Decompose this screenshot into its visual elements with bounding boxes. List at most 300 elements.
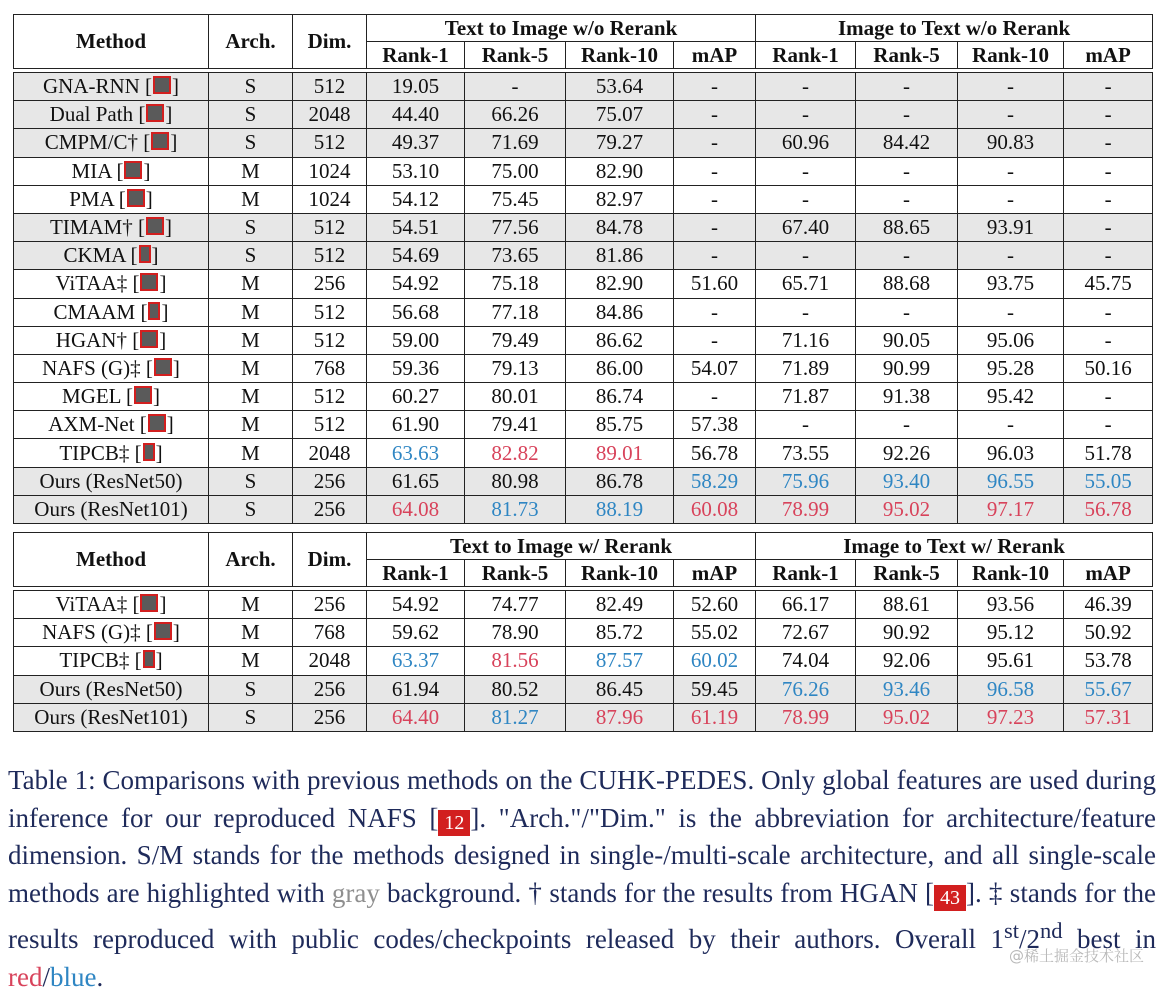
- metric-cell: -: [1064, 101, 1153, 129]
- metric-header: Rank-1: [756, 560, 856, 587]
- arch-cell: S: [209, 73, 293, 101]
- table-row: [14, 703, 1153, 731]
- citation-link[interactable]: [154, 358, 172, 376]
- metric-cell: 95.61: [958, 647, 1064, 675]
- metric-cell: 81.27: [465, 703, 566, 731]
- metric-cell: 54.92: [367, 591, 465, 619]
- method-cell: CMPM/C† [ ]: [14, 129, 209, 157]
- table-body: [14, 69, 1153, 524]
- method-name: CMAAM [: [53, 299, 148, 324]
- caption-sup: nd: [1040, 918, 1063, 943]
- table-row: [14, 101, 1153, 129]
- dim-cell: 512: [293, 411, 367, 439]
- arch-cell: M: [209, 591, 293, 619]
- arch-cell: M: [209, 411, 293, 439]
- table-row: [14, 73, 1153, 101]
- metric-cell: 59.00: [367, 326, 465, 354]
- dim-cell: 256: [293, 703, 367, 731]
- metric-cell: 75.00: [465, 157, 566, 185]
- method-cell: TIMAM† [ ]: [14, 213, 209, 241]
- metric-cell: 79.41: [465, 411, 566, 439]
- metric-cell: 61.65: [367, 467, 465, 495]
- metric-cell: 90.05: [856, 326, 958, 354]
- dim-cell: 512: [293, 326, 367, 354]
- table-row: [14, 411, 1153, 439]
- metric-cell: 74.04: [756, 647, 856, 675]
- metric-cell: -: [958, 242, 1064, 270]
- metric-cell: 45.75: [1064, 270, 1153, 298]
- metric-cell: 85.72: [566, 619, 674, 647]
- arch-cell: S: [209, 213, 293, 241]
- citation-link[interactable]: [140, 330, 158, 348]
- metric-header: mAP: [674, 42, 756, 69]
- group-t2i: Text to Image w/o Rerank: [367, 15, 756, 42]
- dim-cell: 768: [293, 354, 367, 382]
- col-method: Method: [14, 15, 209, 69]
- metric-cell: 92.06: [856, 647, 958, 675]
- metric-cell: -: [756, 298, 856, 326]
- citation-link[interactable]: [148, 302, 160, 320]
- metric-cell: -: [674, 185, 756, 213]
- method-cell: GNA-RNN [ ]: [14, 73, 209, 101]
- arch-cell: M: [209, 619, 293, 647]
- metric-cell: -: [1064, 157, 1153, 185]
- metric-cell: 63.63: [367, 439, 465, 467]
- method-name: GNA-RNN [: [42, 74, 153, 99]
- dim-cell: 2048: [293, 101, 367, 129]
- metric-cell: 82.97: [566, 185, 674, 213]
- table-row: [14, 185, 1153, 213]
- metric-cell: 71.16: [756, 326, 856, 354]
- metric-header: Rank-10: [958, 42, 1064, 69]
- metric-cell: 84.78: [566, 213, 674, 241]
- metric-cell: -: [465, 73, 566, 101]
- method-cell: TIPCB‡ [ ]: [14, 647, 209, 675]
- method-name: ViTAA‡ [: [55, 271, 140, 296]
- metric-cell: 93.56: [958, 591, 1064, 619]
- metric-cell: 75.18: [465, 270, 566, 298]
- method-name: NAFS (G)‡ [: [42, 355, 153, 380]
- metric-cell: 81.86: [566, 242, 674, 270]
- metric-cell: 82.90: [566, 270, 674, 298]
- metric-cell: -: [856, 298, 958, 326]
- results-table-rerank: [13, 532, 1153, 732]
- caption-text: Table 1: Comparisons with previous methods on the CUHK-PEDES. Only global features are used during inference for our reproduced NAFS [: [8, 765, 1156, 833]
- table-row: [14, 298, 1153, 326]
- metric-cell: 60.96: [756, 129, 856, 157]
- metric-cell: -: [756, 73, 856, 101]
- method-cell: CMAAM [ ]: [14, 298, 209, 326]
- metric-cell: 78.99: [756, 495, 856, 523]
- metric-cell: -: [856, 411, 958, 439]
- col-method: Method: [14, 533, 209, 587]
- metric-cell: 90.83: [958, 129, 1064, 157]
- metric-cell: 66.26: [465, 101, 566, 129]
- table-row: [14, 383, 1153, 411]
- arch-cell: S: [209, 703, 293, 731]
- metric-cell: 95.06: [958, 326, 1064, 354]
- table-row: [14, 270, 1153, 298]
- metric-cell: 88.65: [856, 213, 958, 241]
- metric-cell: 61.90: [367, 411, 465, 439]
- dim-cell: 1024: [293, 157, 367, 185]
- method-name: MIA [: [71, 158, 124, 183]
- method-name: CMPM/C† [: [44, 130, 151, 155]
- caption-red-word: red: [8, 961, 43, 992]
- metric-cell: -: [958, 157, 1064, 185]
- method-cell: [14, 703, 209, 731]
- dim-cell: 256: [293, 591, 367, 619]
- caption-sup: st: [1003, 918, 1019, 943]
- arch-cell: M: [209, 647, 293, 675]
- metric-cell: 65.71: [756, 270, 856, 298]
- metric-cell: 97.17: [958, 495, 1064, 523]
- table-row: [14, 495, 1153, 523]
- metric-cell: 49.37: [367, 129, 465, 157]
- citation-link[interactable]: 12: [438, 810, 470, 836]
- metric-cell: -: [756, 101, 856, 129]
- dim-cell: 2048: [293, 647, 367, 675]
- metric-cell: 79.49: [465, 326, 566, 354]
- table-row: [14, 242, 1153, 270]
- citation-link[interactable]: [143, 443, 155, 461]
- metric-cell: 92.26: [856, 439, 958, 467]
- metric-cell: 95.02: [856, 495, 958, 523]
- col-arch: Arch.: [209, 15, 293, 69]
- metric-cell: 66.17: [756, 591, 856, 619]
- metric-cell: -: [674, 129, 756, 157]
- table-row: [14, 326, 1153, 354]
- citation-link[interactable]: [127, 189, 145, 207]
- metric-cell: 19.05: [367, 73, 465, 101]
- metric-cell: 60.02: [674, 647, 756, 675]
- metric-cell: 46.39: [1064, 591, 1153, 619]
- metric-cell: -: [756, 411, 856, 439]
- metric-cell: 80.98: [465, 467, 566, 495]
- metric-header: mAP: [1064, 560, 1153, 587]
- metric-cell: -: [1064, 298, 1153, 326]
- metric-cell: 57.31: [1064, 703, 1153, 731]
- metric-cell: 96.58: [958, 675, 1064, 703]
- dim-cell: 1024: [293, 185, 367, 213]
- metric-cell: 53.10: [367, 157, 465, 185]
- table-row: [14, 129, 1153, 157]
- caption-blue-word: blue: [50, 961, 97, 992]
- metric-cell: 52.60: [674, 591, 756, 619]
- metric-cell: 60.08: [674, 495, 756, 523]
- metric-cell: 63.37: [367, 647, 465, 675]
- metric-cell: -: [1064, 326, 1153, 354]
- citation-link[interactable]: [151, 132, 169, 150]
- table-row: [14, 619, 1153, 647]
- metric-cell: 81.56: [465, 647, 566, 675]
- metric-cell: 79.13: [465, 354, 566, 382]
- method-name: Ours (ResNet50): [39, 676, 183, 701]
- metric-header: Rank-5: [856, 42, 958, 69]
- dim-cell: 512: [293, 242, 367, 270]
- method-name: Ours (ResNet50): [39, 468, 183, 493]
- dim-cell: 2048: [293, 439, 367, 467]
- metric-cell: 88.61: [856, 591, 958, 619]
- metric-cell: 80.52: [465, 675, 566, 703]
- metric-cell: 81.73: [465, 495, 566, 523]
- table-row: [14, 157, 1153, 185]
- dim-cell: 512: [293, 73, 367, 101]
- metric-cell: 88.68: [856, 270, 958, 298]
- dim-cell: 512: [293, 298, 367, 326]
- metric-cell: -: [1064, 73, 1153, 101]
- metric-cell: 82.49: [566, 591, 674, 619]
- dim-cell: 512: [293, 383, 367, 411]
- citation-link[interactable]: [134, 386, 152, 404]
- metric-cell: 71.69: [465, 129, 566, 157]
- table-row: [14, 439, 1153, 467]
- dim-cell: 256: [293, 270, 367, 298]
- metric-cell: 51.78: [1064, 439, 1153, 467]
- metric-cell: 86.62: [566, 326, 674, 354]
- metric-header: Rank-10: [566, 560, 674, 587]
- metric-cell: -: [1064, 129, 1153, 157]
- metric-cell: -: [1064, 411, 1153, 439]
- arch-cell: S: [209, 467, 293, 495]
- metric-cell: 86.45: [566, 675, 674, 703]
- watermark: @稀土掘金技术社区: [1008, 947, 1144, 965]
- method-name: Ours (ResNet101): [34, 704, 188, 729]
- method-name: PMA [: [69, 186, 126, 211]
- metric-cell: 67.40: [756, 213, 856, 241]
- metric-cell: 86.00: [566, 354, 674, 382]
- method-cell: TIPCB‡ [ ]: [14, 439, 209, 467]
- metric-cell: 71.87: [756, 383, 856, 411]
- metric-cell: 58.29: [674, 467, 756, 495]
- metric-cell: -: [674, 326, 756, 354]
- metric-cell: 54.92: [367, 270, 465, 298]
- method-cell: [14, 495, 209, 523]
- metric-cell: 55.02: [674, 619, 756, 647]
- metric-cell: 78.99: [756, 703, 856, 731]
- metric-cell: 75.07: [566, 101, 674, 129]
- metric-cell: -: [1064, 213, 1153, 241]
- metric-cell: -: [856, 242, 958, 270]
- method-cell: ViTAA‡ [ ]: [14, 270, 209, 298]
- metric-cell: 56.68: [367, 298, 465, 326]
- metric-cell: 87.96: [566, 703, 674, 731]
- metric-cell: -: [958, 298, 1064, 326]
- method-cell: MGEL [ ]: [14, 383, 209, 411]
- metric-cell: 51.60: [674, 270, 756, 298]
- method-cell: ViTAA‡ [ ]: [14, 591, 209, 619]
- metric-cell: 82.90: [566, 157, 674, 185]
- metric-cell: 84.42: [856, 129, 958, 157]
- results-table-no-rerank: [13, 14, 1153, 524]
- metric-cell: -: [674, 242, 756, 270]
- method-cell: PMA [ ]: [14, 185, 209, 213]
- metric-cell: 56.78: [1064, 495, 1153, 523]
- metric-cell: 61.19: [674, 703, 756, 731]
- metric-header: Rank-10: [958, 560, 1064, 587]
- method-name: TIPCB‡ [: [59, 648, 142, 673]
- metric-cell: 55.67: [1064, 675, 1153, 703]
- metric-cell: -: [958, 101, 1064, 129]
- metric-cell: -: [1064, 383, 1153, 411]
- metric-cell: 96.03: [958, 439, 1064, 467]
- metric-cell: 87.57: [566, 647, 674, 675]
- method-name: TIMAM† [: [49, 215, 146, 240]
- table-row: [14, 354, 1153, 382]
- metric-cell: -: [674, 213, 756, 241]
- method-cell: MIA [ ]: [14, 157, 209, 185]
- table-body: [14, 587, 1153, 732]
- arch-cell: S: [209, 495, 293, 523]
- metric-cell: 90.99: [856, 354, 958, 382]
- metric-cell: 86.74: [566, 383, 674, 411]
- caption-text: best in: [1062, 924, 1156, 954]
- metric-cell: 59.36: [367, 354, 465, 382]
- metric-header: mAP: [674, 560, 756, 587]
- group-t2i-rerank: Text to Image w/ Rerank: [367, 533, 756, 560]
- dim-cell: 256: [293, 675, 367, 703]
- metric-cell: 57.38: [674, 411, 756, 439]
- citation-link[interactable]: [154, 622, 172, 640]
- metric-cell: 56.78: [674, 439, 756, 467]
- metric-cell: 54.69: [367, 242, 465, 270]
- metric-cell: 59.62: [367, 619, 465, 647]
- metric-cell: -: [958, 411, 1064, 439]
- metric-cell: 93.75: [958, 270, 1064, 298]
- metric-header: Rank-5: [465, 42, 566, 69]
- citation-link[interactable]: [148, 414, 166, 432]
- metric-cell: 95.42: [958, 383, 1064, 411]
- method-name: CKMA [: [63, 243, 138, 268]
- metric-cell: 55.05: [1064, 467, 1153, 495]
- metric-cell: 80.01: [465, 383, 566, 411]
- metric-cell: 97.23: [958, 703, 1064, 731]
- citation-link[interactable]: [153, 76, 171, 94]
- metric-cell: 93.46: [856, 675, 958, 703]
- metric-cell: 95.02: [856, 703, 958, 731]
- col-arch: Arch.: [209, 533, 293, 587]
- col-dim: Dim.: [293, 533, 367, 587]
- citation-link[interactable]: [146, 104, 164, 122]
- arch-cell: S: [209, 129, 293, 157]
- caption-text: .: [96, 961, 104, 992]
- metric-cell: 54.51: [367, 213, 465, 241]
- method-name: NAFS (G)‡ [: [42, 620, 153, 645]
- arch-cell: S: [209, 101, 293, 129]
- table-caption: [8, 762, 1156, 996]
- arch-cell: S: [209, 675, 293, 703]
- metric-cell: 76.26: [756, 675, 856, 703]
- metric-cell: 54.07: [674, 354, 756, 382]
- caption-text: /: [42, 961, 50, 992]
- metric-cell: -: [856, 157, 958, 185]
- metric-cell: 64.08: [367, 495, 465, 523]
- citation-link[interactable]: [146, 217, 164, 235]
- method-name: Dual Path [: [49, 102, 146, 127]
- metric-header: Rank-1: [756, 42, 856, 69]
- metric-cell: 60.27: [367, 383, 465, 411]
- caption-text: background. † stands for the results from HGAN [: [379, 877, 934, 908]
- caption-text: ]. "Arch."/"Dim." is the abbreviation for architecture/feature dimension. S/M stands for the methods designed in single-/multi-scale architecture, and all single-scale methods are highlighted with: [8, 802, 1156, 908]
- arch-cell: M: [209, 270, 293, 298]
- arch-cell: M: [209, 157, 293, 185]
- method-name: MGEL [: [62, 384, 133, 409]
- arch-cell: M: [209, 298, 293, 326]
- table-row: [14, 213, 1153, 241]
- citation-link[interactable]: [124, 161, 142, 179]
- method-cell: [14, 467, 209, 495]
- citation-link[interactable]: [140, 273, 158, 291]
- method-cell: CKMA [ ]: [14, 242, 209, 270]
- metric-header: Rank-10: [566, 42, 674, 69]
- metric-cell: 50.92: [1064, 619, 1153, 647]
- method-name: TIPCB‡ [: [59, 440, 142, 465]
- metric-cell: -: [1064, 242, 1153, 270]
- metric-cell: 86.78: [566, 467, 674, 495]
- metric-cell: -: [958, 185, 1064, 213]
- metric-cell: 95.12: [958, 619, 1064, 647]
- metric-cell: -: [958, 73, 1064, 101]
- table-row: [14, 467, 1153, 495]
- method-name: ViTAA‡ [: [55, 592, 140, 617]
- metric-cell: -: [756, 157, 856, 185]
- citation-link[interactable]: 43: [934, 885, 966, 911]
- col-dim: Dim.: [293, 15, 367, 69]
- metric-cell: 82.82: [465, 439, 566, 467]
- arch-cell: M: [209, 185, 293, 213]
- table-row: [14, 647, 1153, 675]
- method-cell: HGAN† [ ]: [14, 326, 209, 354]
- metric-cell: 54.12: [367, 185, 465, 213]
- metric-cell: 77.18: [465, 298, 566, 326]
- group-i2t: Image to Text w/o Rerank: [756, 15, 1153, 42]
- metric-cell: -: [674, 157, 756, 185]
- method-cell: Dual Path [ ]: [14, 101, 209, 129]
- metric-cell: -: [856, 73, 958, 101]
- method-name: AXM-Net [: [48, 412, 147, 437]
- metric-cell: 90.92: [856, 619, 958, 647]
- arch-cell: M: [209, 326, 293, 354]
- metric-cell: -: [674, 101, 756, 129]
- metric-cell: 75.96: [756, 467, 856, 495]
- metric-cell: 61.94: [367, 675, 465, 703]
- dim-cell: 256: [293, 467, 367, 495]
- metric-cell: -: [674, 298, 756, 326]
- citation-link[interactable]: [140, 594, 158, 612]
- method-cell: AXM-Net [ ]: [14, 411, 209, 439]
- method-cell: NAFS (G)‡ [ ]: [14, 619, 209, 647]
- method-cell: NAFS (G)‡ [ ]: [14, 354, 209, 382]
- metric-cell: 95.28: [958, 354, 1064, 382]
- metric-cell: 44.40: [367, 101, 465, 129]
- dim-cell: 256: [293, 495, 367, 523]
- metric-cell: 75.45: [465, 185, 566, 213]
- metric-cell: 50.16: [1064, 354, 1153, 382]
- citation-link[interactable]: [143, 650, 155, 668]
- metric-header: Rank-5: [856, 560, 958, 587]
- metric-cell: -: [756, 242, 856, 270]
- metric-header: Rank-1: [367, 42, 465, 69]
- metric-cell: 64.40: [367, 703, 465, 731]
- metric-cell: 84.86: [566, 298, 674, 326]
- metric-cell: 53.78: [1064, 647, 1153, 675]
- metric-cell: -: [756, 185, 856, 213]
- caption-text: /2: [1018, 924, 1040, 954]
- citation-link[interactable]: [139, 245, 151, 263]
- table-row: [14, 675, 1153, 703]
- metric-cell: 53.64: [566, 73, 674, 101]
- metric-cell: 59.45: [674, 675, 756, 703]
